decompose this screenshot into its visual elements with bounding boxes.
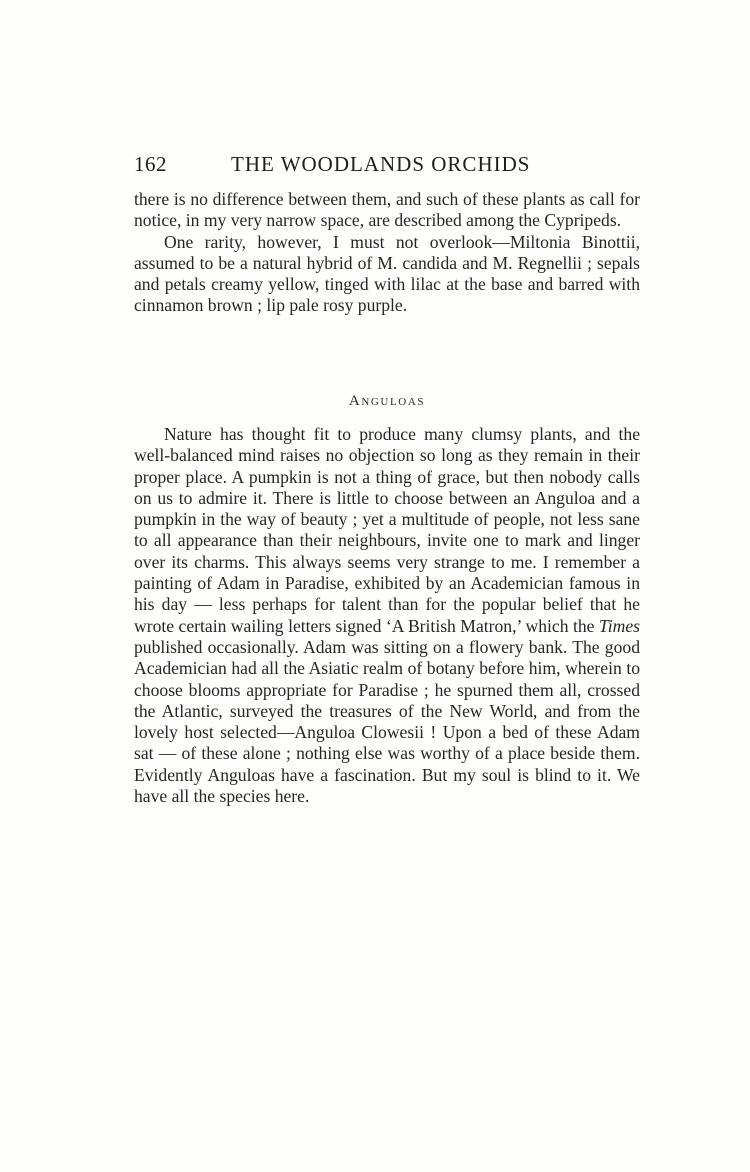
top-text-block <box>134 189 640 317</box>
section-heading: Anguloas <box>348 393 426 409</box>
page-header <box>134 152 640 178</box>
paragraph-continued: there is no difference between them, and such of these plants as call for notice, in my very narrow space, are described among the Cypripeds. <box>134 189 640 231</box>
paragraph-miltonia: One rarity, however, I must not overlook—Miltonia Binottii, assumed to be a natural hybrid of M. candida and M. Regnellii ; sepals and petals creamy yellow, tinged with lilac at the base and barred with cinnamon brown ; lip pale rosy purple. <box>134 231 640 316</box>
anguloas-text-block <box>134 424 640 807</box>
page-number: 162 <box>134 152 167 176</box>
paragraph-anguloas-part2: published occasionally. Adam was sitting on a flowery bank. The good Academician had all the Asiatic realm of botany before him, wherein to choose blooms appropriate for Paradise ; he spurned them all, crossed the Atlantic, surveyed the treasures of the New World, and from the lovely host selected—Anguloa Clowesii ! Upon a bed of these Adam sat — of these alone ; nothing else was worthy of a place beside them. Evidently Anguloas have a fascination. But my soul is blind to it. We have all the species here. <box>134 636 640 807</box>
paragraph-anguloas <box>134 424 640 807</box>
running-head: THE WOODLANDS ORCHIDS <box>231 152 531 176</box>
times-italic: Times <box>598 615 640 636</box>
paragraph-anguloas-part1: Nature has thought fit to produce many clumsy plants, and the well-balanced mind raises no objection so long as they remain in their proper place. A pumpkin is not a thing of grace, but then nobody calls on us to admire it. There is little to choose between an Anguloa and a pumpkin in the way of beauty ; yet a multitude of people, not less sane to all appearance than their neighbours, invite one to mark and linger over its charms. This always seems very strange to me. I remember a painting of Adam in Paradise, exhibited by an Academician famous in his day — less perhaps for talent than for the popular belief that he wrote certain wailing letters signed ‘A British Matron,’ which the <box>134 424 640 636</box>
